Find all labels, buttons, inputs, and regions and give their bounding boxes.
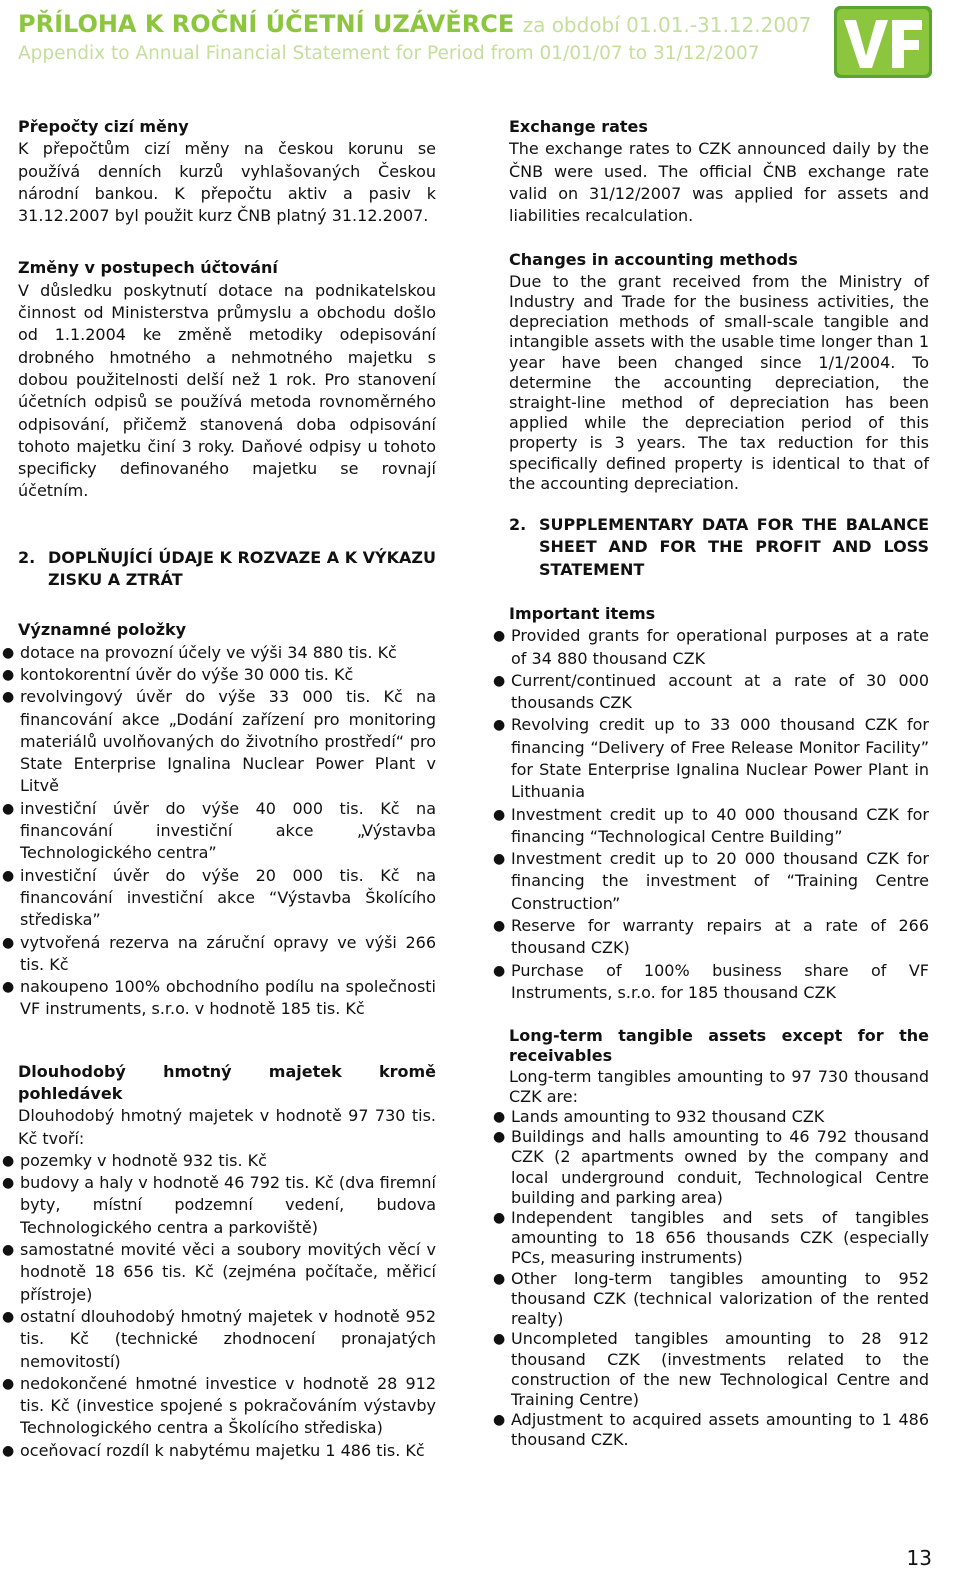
changes-section-cz xyxy=(18,257,436,502)
left-column-czech xyxy=(2,116,437,1462)
longterm-heading-en: Long-term tangible assets except for the receivables xyxy=(509,1026,929,1066)
list-item: ● dotace na provozní účely ve výši 34 880 tis. Kč xyxy=(2,642,397,662)
longterm-list-en xyxy=(493,1107,929,1450)
header-title-cz xyxy=(18,8,812,41)
list-item: ● Provided grants for operational purposes at a rate of 34 880 thousand CZK xyxy=(493,626,929,668)
list-item: ● Buildings and halls amounting to 46 792 thousand CZK (2 apartments owned by the company and local underground conduit, Technological Centre building and parking area) xyxy=(493,1127,929,1207)
section2-heading-cz xyxy=(18,547,436,592)
exchange-heading-en: Exchange rates xyxy=(509,117,648,136)
section2-heading-en xyxy=(509,514,929,581)
important-list-cz xyxy=(2,642,436,1021)
longterm-section-en xyxy=(493,1026,929,1450)
exchange-section-en xyxy=(509,116,929,227)
longterm-section-cz xyxy=(2,1061,436,1462)
exchange-text-en: The exchange rates to CZK announced daily by the ČNB were used. The official ČNB exchange rate valid on 31/12/2007 was applied for assets and liabilities recalculation. xyxy=(509,139,929,226)
list-item: ● kontokorentní úvěr do výše 30 000 tis. Kč xyxy=(2,664,354,684)
list-item: ● Investment credit up to 20 000 thousand CZK for financing the investment of “Training Centre Construction” xyxy=(493,849,929,913)
changes-text-en: Due to the grant received from the Ministry of Industry and Trade for the business activities, the depreciation methods of small-scale tangible and intangible assets with the usable time longer than 1 year have been changed since 1/1/2004. To determine the accounting depreciation, the straight-line method of depreciation has been applied while the depreciation period of this property is 3 years. The tax reduction for this specifically defined property is identical to that of the accounting depreciation. xyxy=(509,271,929,493)
list-item: ● budovy a haly v hodnotě 46 792 tis. Kč (dva firemní byty, místní podzemní vedení, budova Technologického centra a parkoviště) xyxy=(2,1173,436,1237)
changes-heading-en: Changes in accounting methods xyxy=(509,250,798,270)
list-item: ● samostatné movité věci a soubory movitých věcí v hodnotě 18 656 tis. Kč (zejména počítače, měřicí přístroje) xyxy=(2,1240,436,1304)
list-item: ● Lands amounting to 932 thousand CZK xyxy=(493,1107,825,1127)
list-item: ● nakoupeno 100% obchodního podílu na společnosti VF instruments, s.r.o. v hodnotě 185 tis. Kč xyxy=(2,977,436,1019)
list-item: ● revolvingový úvěr do výše 33 000 tis. Kč na financování akce „Dodání zařízení pro monitoring materiálů uvolňovaných do životního prostředí“ pro State Enterprise Ignalina Nuclear Power Plant v Litvě xyxy=(2,687,436,796)
vf-logo xyxy=(834,6,932,78)
list-item: ● Other long-term tangibles amounting to 952 thousand CZK (technical valorization of the rented realty) xyxy=(493,1268,929,1329)
right-column-english xyxy=(493,116,929,1451)
list-item: ● Adjustment to acquired assets amounting to 1 486 thousand CZK. xyxy=(493,1410,929,1450)
list-item: ● nedokončené hmotné investice v hodnotě 28 912 tis. Kč (investice spojené s pokračováním výstavby Technologického centra a Školícího střediska) xyxy=(2,1373,436,1438)
important-heading-en: Important items xyxy=(509,603,656,623)
important-list-en xyxy=(493,625,929,1004)
header-title-cz-main: PŘÍLOHA K ROČNÍ ÚČETNÍ UZÁVĚRCE xyxy=(18,10,515,38)
list-item: ● Investment credit up to 40 000 thousand CZK for financing “Technological Centre Building” xyxy=(493,804,929,846)
exchange-section-cz xyxy=(18,116,436,227)
list-item: ● Uncompleted tangibles amounting to 28 912 thousand CZK (investments related to the construction of the new Technological Centre and Training Centre) xyxy=(493,1329,929,1409)
longterm-heading-cz: Dlouhodobý hmotný majetek kromě pohledávek xyxy=(18,1061,436,1103)
changes-section-en xyxy=(509,249,929,494)
list-item: ● Current/continued account at a rate of 30 000 thousands CZK xyxy=(493,670,929,713)
longterm-list-cz xyxy=(2,1150,436,1462)
exchange-heading-cz: Přepočty cizí měny xyxy=(18,117,189,136)
list-item: ● investiční úvěr do výše 40 000 tis. Kč na financování investiční akce „Výstavba Technologického centra” xyxy=(2,798,436,863)
list-item: ● Reserve for warranty repairs at a rate of 266 thousand CZK) xyxy=(493,916,929,958)
longterm-intro-cz: Dlouhodobý hmotný majetek v hodnotě 97 730 tis. Kč tvoří: xyxy=(18,1106,436,1148)
list-item: ● ostatní dlouhodobý hmotný majetek v hodnotě 952 tis. Kč (technické zhodnocení pronajatých nemovitostí) xyxy=(2,1306,436,1371)
list-item: ● oceňovací rozdíl k nabytému majetku 1 486 tis. Kč xyxy=(2,1440,425,1460)
list-item: ● vytvořená rezerva na záruční opravy ve výši 266 tis. Kč xyxy=(2,932,436,974)
important-heading-cz: Významné položky xyxy=(18,620,187,640)
list-item: ● Independent tangibles and sets of tangibles amounting to 18 656 thousands CZK (especially PCs, measuring instruments) xyxy=(493,1208,929,1268)
list-item: ● Revolving credit up to 33 000 thousand CZK for financing “Delivery of Free Release Monitor Facility” for State Enterprise Ignalina Nuclear Power Plant in Lithuania xyxy=(493,715,929,802)
important-section-en xyxy=(493,603,929,1004)
page-number: 13 xyxy=(906,1546,932,1570)
exchange-text-cz: K přepočtům cizí měny na českou korunu se používá denních kurzů vyhlašovaných Českou národní bankou. K přepočtu aktiv a pasiv k 31.12.2007 byl použit kurz ČNB platný 31.12.2007. xyxy=(18,139,436,226)
changes-heading-cz: Změny v postupech účtování xyxy=(18,258,278,278)
section2-title-en: SUPPLEMENTARY DATA FOR THE BALANCE SHEET AND FOR THE PROFIT AND LOSS STATEMENT xyxy=(539,515,929,579)
header-period: za období 01.01.-31.12.2007 xyxy=(522,13,812,37)
important-section-cz xyxy=(2,619,436,1020)
longterm-intro-en: Long-term tangibles amounting to 97 730 thousand CZK are: xyxy=(509,1066,929,1106)
list-item: ● pozemky v hodnotě 932 tis. Kč xyxy=(2,1150,267,1170)
page-header xyxy=(18,8,812,67)
section2-number-en: 2. xyxy=(509,515,527,535)
section2-number-cz: 2. xyxy=(18,547,36,567)
changes-text-cz: V důsledku poskytnutí dotace na podnikatelskou činnost od Ministerstva průmyslu a obchodu došlo od 1.1.2004 ke změně metodiky odepisování drobného hmotného a nehmotného majetku s dobou použitelnosti delší než 1 rok. Pro stanovení účetních odpisů se používá metoda rovnoměrného odpisování, přičemž stanovená doba odpisování tohoto majetku činí 3 roky. Daňové odpisy u tohoto specificky definovaného majetku se rovnají účetním. xyxy=(18,280,436,501)
section2-title-cz: DOPLŇUJÍCÍ ÚDAJE K ROZVAZE A K VÝKAZU ZISKU A ZTRÁT xyxy=(48,547,437,590)
list-item: ● investiční úvěr do výše 20 000 tis. Kč na financování investiční akce “Výstavba Školícího střediska” xyxy=(2,865,436,930)
header-title-en: Appendix to Annual Financial Statement for Period from 01/01/07 to 31/12/2007 xyxy=(18,43,760,64)
list-item: ● Purchase of 100% business share of VF Instruments, s.r.o. for 185 thousand CZK xyxy=(493,960,929,1002)
